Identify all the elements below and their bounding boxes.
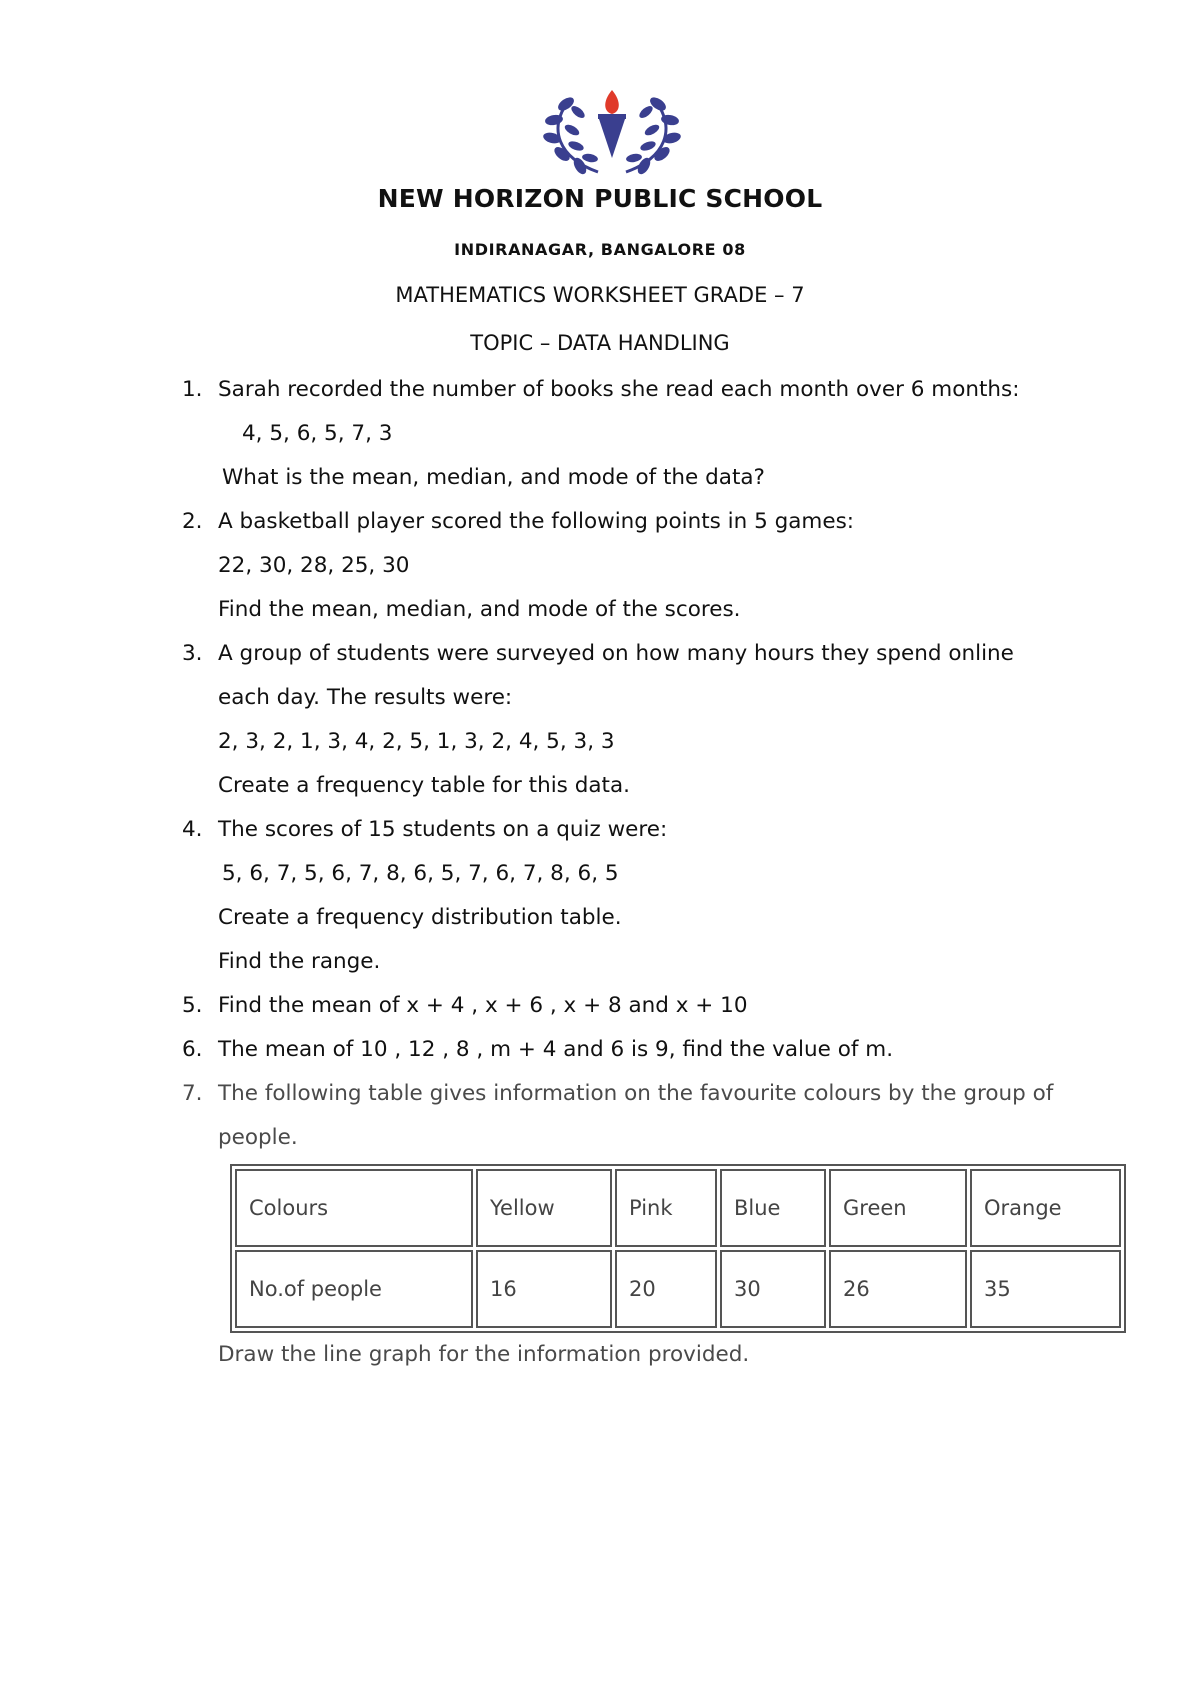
torch-laurel-logo-icon — [538, 88, 686, 178]
table-header-cell: Colours — [235, 1169, 473, 1247]
question-number: 2. — [182, 509, 203, 534]
favourite-colours-table — [230, 1164, 1126, 1333]
question-text: The mean of 10 , 12 , 8 , m + 4 and 6 is 9, find the value of m. — [218, 1037, 894, 1062]
worksheet-topic: TOPIC – DATA HANDLING — [470, 331, 730, 355]
question-data: 22, 30, 28, 25, 30 — [218, 553, 410, 578]
table-cell: No.of people — [235, 1250, 473, 1328]
question-data: 2, 3, 2, 1, 3, 4, 2, 5, 1, 3, 2, 4, 5, 3, 3 — [218, 729, 615, 754]
question-text: The scores of 15 students on a quiz were: — [218, 817, 668, 842]
question-number: 1. — [182, 377, 203, 402]
question-number: 5. — [182, 993, 203, 1018]
worksheet-subject: MATHEMATICS WORKSHEET GRADE – 7 — [395, 283, 805, 307]
question-number: 6. — [182, 1037, 203, 1062]
table-row — [235, 1250, 1121, 1328]
question-text: people. — [218, 1125, 298, 1150]
table-cell: 35 — [970, 1250, 1121, 1328]
question-text: Create a frequency distribution table. — [218, 905, 622, 930]
question-data: 4, 5, 6, 5, 7, 3 — [242, 421, 393, 446]
table-header-cell: Pink — [615, 1169, 717, 1247]
table-cell: 16 — [476, 1250, 612, 1328]
table-header-cell: Orange — [970, 1169, 1121, 1247]
question-data: 5, 6, 7, 5, 6, 7, 8, 6, 5, 7, 6, 7, 8, 6, 5 — [222, 861, 619, 886]
question-number: 3. — [182, 641, 203, 666]
question-text: Find the range. — [218, 949, 381, 974]
question-number: 7. — [182, 1081, 203, 1106]
table-cell: 20 — [615, 1250, 717, 1328]
question-text: Create a frequency table for this data. — [218, 773, 630, 798]
question-text: A basketball player scored the following points in 5 games: — [218, 509, 855, 534]
table-cell: 26 — [829, 1250, 967, 1328]
question-text: Find the mean of x + 4 , x + 6 , x + 8 and x + 10 — [218, 993, 748, 1018]
school-address: INDIRANAGAR, BANGALORE 08 — [454, 240, 746, 259]
question-number: 4. — [182, 817, 203, 842]
question-text: What is the mean, median, and mode of the data? — [222, 465, 765, 490]
table-header-cell: Green — [829, 1169, 967, 1247]
table-header-row — [235, 1169, 1121, 1247]
table-cell: 30 — [720, 1250, 826, 1328]
table-header-cell: Blue — [720, 1169, 826, 1247]
question-text: each day. The results were: — [218, 685, 513, 710]
question-instruction: Draw the line graph for the information provided. — [218, 1342, 750, 1367]
question-text: The following table gives information on the favourite colours by the group of — [218, 1081, 1054, 1106]
question-text: A group of students were surveyed on how many hours they spend online — [218, 641, 1014, 666]
question-text: Find the mean, median, and mode of the scores. — [218, 597, 741, 622]
question-text: Sarah recorded the number of books she read each month over 6 months: — [218, 377, 1020, 402]
table-header-cell: Yellow — [476, 1169, 612, 1247]
school-name: NEW HORIZON PUBLIC SCHOOL — [377, 184, 823, 213]
